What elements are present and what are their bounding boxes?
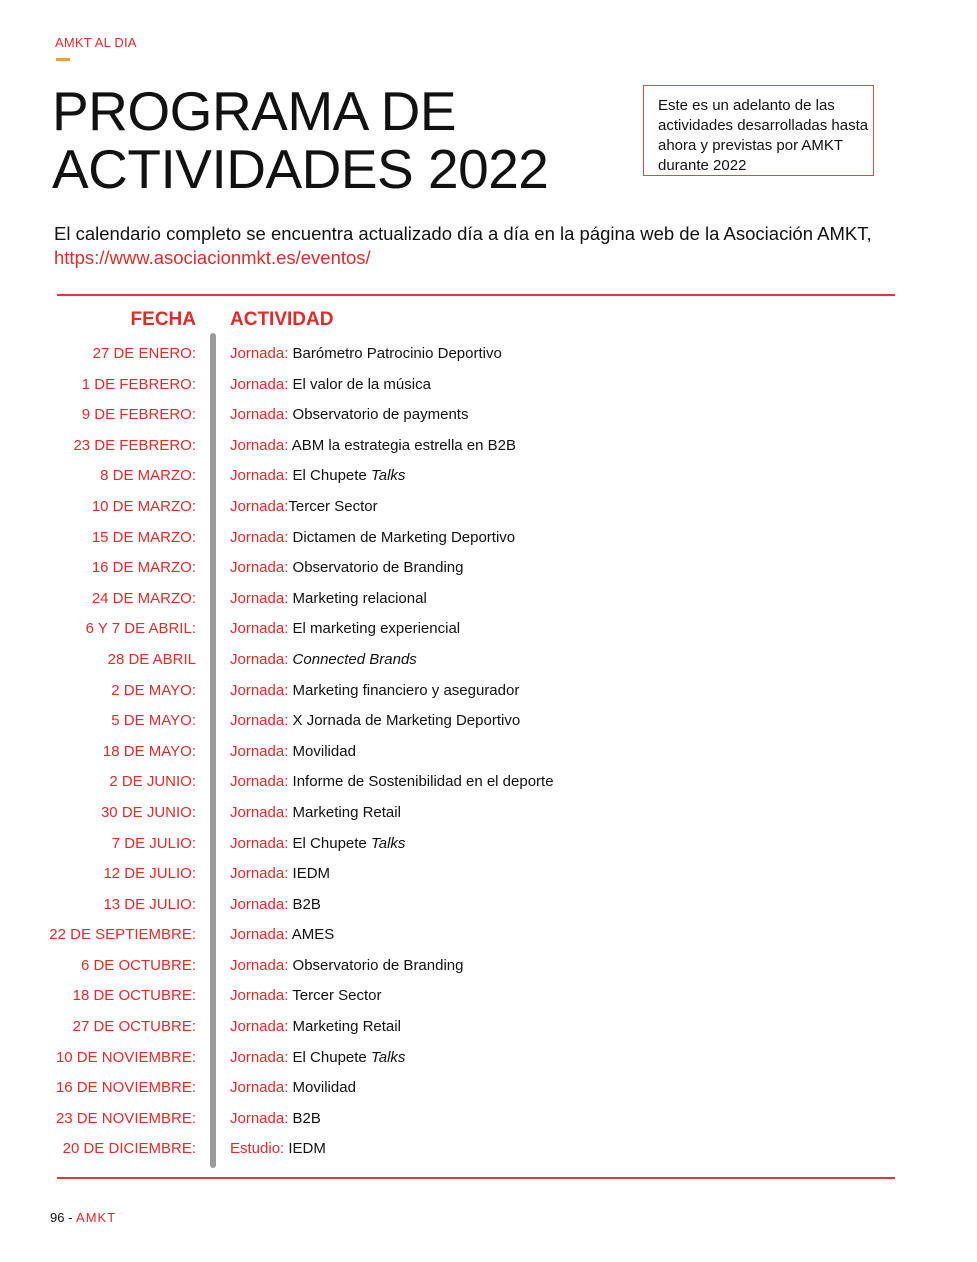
activity-name-italic: Talks [370,467,406,485]
activity-row [0,924,977,955]
activity-type: Jornada: [230,375,289,393]
activity-date: 23 DE FEBRERO: [73,436,196,454]
activity-description [230,863,330,885]
section-label: AMKT AL DIA [55,35,137,50]
activity-row [0,955,977,986]
activity-row [0,649,977,680]
activity-name: Tercer Sector [292,987,382,1005]
activity-description [230,404,468,426]
activity-date: 1 DE FEBRERO: [81,375,196,393]
activity-type: Jornada: [230,345,289,362]
activity-name: El valor de la música [292,375,431,393]
activity-row [0,1016,977,1047]
activity-date: 7 DE JULIO: [111,834,196,852]
activity-type: Jornada: [230,681,289,699]
activity-row [0,710,977,741]
activity-type: Jornada: [230,1079,289,1097]
activity-name: Marketing financiero y asegurador [292,681,520,699]
activity-name: IEDM [292,865,331,883]
activity-description [230,1047,405,1069]
activity-description [230,374,431,396]
activity-description [230,1077,356,1099]
activity-description [230,527,515,549]
activity-row [0,1108,977,1139]
activity-description [230,955,463,977]
activity-type: Jornada: [230,895,289,913]
activity-description [230,741,356,763]
activity-name: IEDM [288,1140,326,1158]
activity-name: Dictamen de Marketing Deportivo [292,528,516,546]
activity-date: 16 DE NOVIEMBRE: [55,1079,196,1097]
activity-date: 10 DE MARZO: [91,497,196,515]
activity-name-italic: Talks [370,1048,406,1066]
activity-row [0,802,977,833]
activity-type: Jornada: [230,712,289,730]
activity-type: Jornada: [230,406,289,424]
activity-name: Observatorio de Branding [292,559,464,577]
activity-name: Movilidad [292,742,356,760]
activity-date: 2 DE JUNIO: [109,773,196,791]
activity-date: 6 DE OCTUBRE: [80,956,196,974]
bottom-divider [57,1177,895,1179]
activity-description [230,833,405,855]
activity-name: B2B [292,895,321,913]
activity-type: Jornada: [230,773,289,791]
activity-name: Movilidad [292,1079,356,1097]
activity-name-italic: Talks [370,834,406,852]
activity-description [230,710,520,732]
activity-name: ABM la estrategia estrella en B2B [291,436,517,454]
intro-note-box [643,85,874,176]
activity-date: 27 DE ENERO: [92,345,196,362]
activity-row [0,343,977,374]
activity-row [0,894,977,925]
activity-description [230,588,427,610]
activity-date: 16 DE MARZO: [91,559,196,577]
activity-type: Jornada: [230,528,289,546]
activity-row [0,1047,977,1078]
activity-date: 27 DE OCTUBRE: [72,1018,196,1036]
activity-name: AMES [291,926,335,944]
activity-name: X Jornada de Marketing Deportivo [292,712,521,730]
activity-type: Jornada: [230,559,289,577]
activity-row [0,435,977,466]
page-title [52,82,548,198]
activity-description [230,924,334,946]
activity-row [0,680,977,711]
activity-date: 22 DE SEPTIEMBRE: [49,926,196,944]
activity-date: 15 DE MARZO: [91,528,196,546]
activity-row [0,465,977,496]
activity-date: 10 DE NOVIEMBRE: [55,1048,196,1066]
activity-type: Jornada: [230,742,289,760]
activity-row [0,985,977,1016]
column-header-date: FECHA [130,309,196,330]
activity-description [230,557,463,579]
activity-name: Tercer Sector [288,497,378,515]
activity-date: 8 DE MARZO: [100,467,196,485]
activity-description [230,1138,326,1160]
activity-row [0,404,977,435]
activity-date: 2 DE MAYO: [111,681,196,699]
activity-type: Jornada: [230,1109,289,1127]
activity-name: Marketing Retail [292,803,401,821]
activity-type: Jornada: [230,620,289,638]
activity-type: Jornada: [230,803,289,821]
activity-type: Jornada: [230,650,289,668]
activity-date: 23 DE NOVIEMBRE: [55,1109,196,1127]
footer-brand-logo: AMKT [76,1210,117,1225]
activity-row [0,496,977,527]
activity-description [230,496,378,518]
activity-description [230,1108,321,1130]
activity-list [0,343,977,1169]
top-divider [57,294,895,296]
activity-description [230,771,554,793]
section-dash-divider [56,58,70,61]
activity-type: Jornada: [230,1018,289,1036]
activity-type: Jornada: [230,467,289,485]
page-title-line-2: ACTIVIDADES 2022 [52,138,549,200]
activity-date: 18 DE OCTUBRE: [72,987,196,1005]
activity-description [230,435,516,457]
activity-description [230,894,321,916]
activity-date: 18 DE MAYO: [102,742,196,760]
activity-description [230,1016,401,1038]
page-footer [50,1210,116,1225]
activity-name-italic: Connected Brands [292,650,417,668]
intro-text: El calendario completo se encuentra actualizado día a día en la página web de la Asociación AMKT, [54,223,872,244]
events-link[interactable]: https://www.asociacionmkt.es/eventos/ [54,247,371,268]
activity-row [0,741,977,772]
activity-type: Jornada: [230,589,289,607]
intro-note-text: Este es un adelanto de las actividades desarrolladas hasta ahora y previstas por AMKT durante 2022 [658,97,869,174]
activity-row [0,618,977,649]
activity-name: El Chupete [292,467,367,485]
activity-type: Jornada: [230,987,289,1005]
activity-row [0,863,977,894]
activity-date: 12 DE JULIO: [103,865,196,883]
activity-row [0,833,977,864]
activity-description [230,680,519,702]
page-number: 96 - [50,1210,73,1225]
activity-description [230,343,502,365]
activity-name: B2B [292,1109,321,1127]
activity-name: Barómetro Patrocinio Deportivo [292,345,502,362]
activity-type: Jornada: [230,497,289,515]
activity-name: Marketing relacional [292,589,427,607]
activity-row [0,1138,977,1169]
activity-type: Estudio: [230,1140,285,1158]
activity-date: 9 DE FEBRERO: [81,406,196,424]
activity-name: Observatorio de Branding [292,956,464,974]
column-header-activity: ACTIVIDAD [230,309,334,330]
activity-row [0,1077,977,1108]
activity-row [0,588,977,619]
activity-date: 28 DE ABRIL [107,650,196,668]
activity-row [0,771,977,802]
activity-row [0,557,977,588]
activity-description [230,649,417,671]
activity-date: 13 DE JULIO: [103,895,196,913]
activity-name: El Chupete [292,834,367,852]
activity-row [0,527,977,558]
page-title-line-1: PROGRAMA DE [52,80,457,142]
activity-name: Marketing Retail [292,1018,401,1036]
intro-paragraph [54,222,914,270]
activity-date: 24 DE MARZO: [91,589,196,607]
activity-name: El Chupete [292,1048,367,1066]
activity-date: 5 DE MAYO: [111,712,196,730]
activity-type: Jornada: [230,834,289,852]
activity-date: 30 DE JUNIO: [100,803,196,821]
activity-date: 6 Y 7 DE ABRIL: [85,620,196,638]
activity-type: Jornada: [230,926,289,944]
activity-description [230,465,405,487]
activity-type: Jornada: [230,1048,289,1066]
activity-name: Observatorio de payments [292,406,469,424]
activity-name: Informe de Sostenibilidad en el deporte [292,773,554,791]
activity-type: Jornada: [230,956,289,974]
activity-description [230,618,460,640]
activity-type: Jornada: [230,865,289,883]
activity-name: El marketing experiencial [292,620,461,638]
activity-description [230,985,381,1007]
activity-row [0,374,977,405]
activity-date: 20 DE DICIEMBRE: [62,1140,196,1158]
activity-description [230,802,401,824]
activity-type: Jornada: [230,436,289,454]
